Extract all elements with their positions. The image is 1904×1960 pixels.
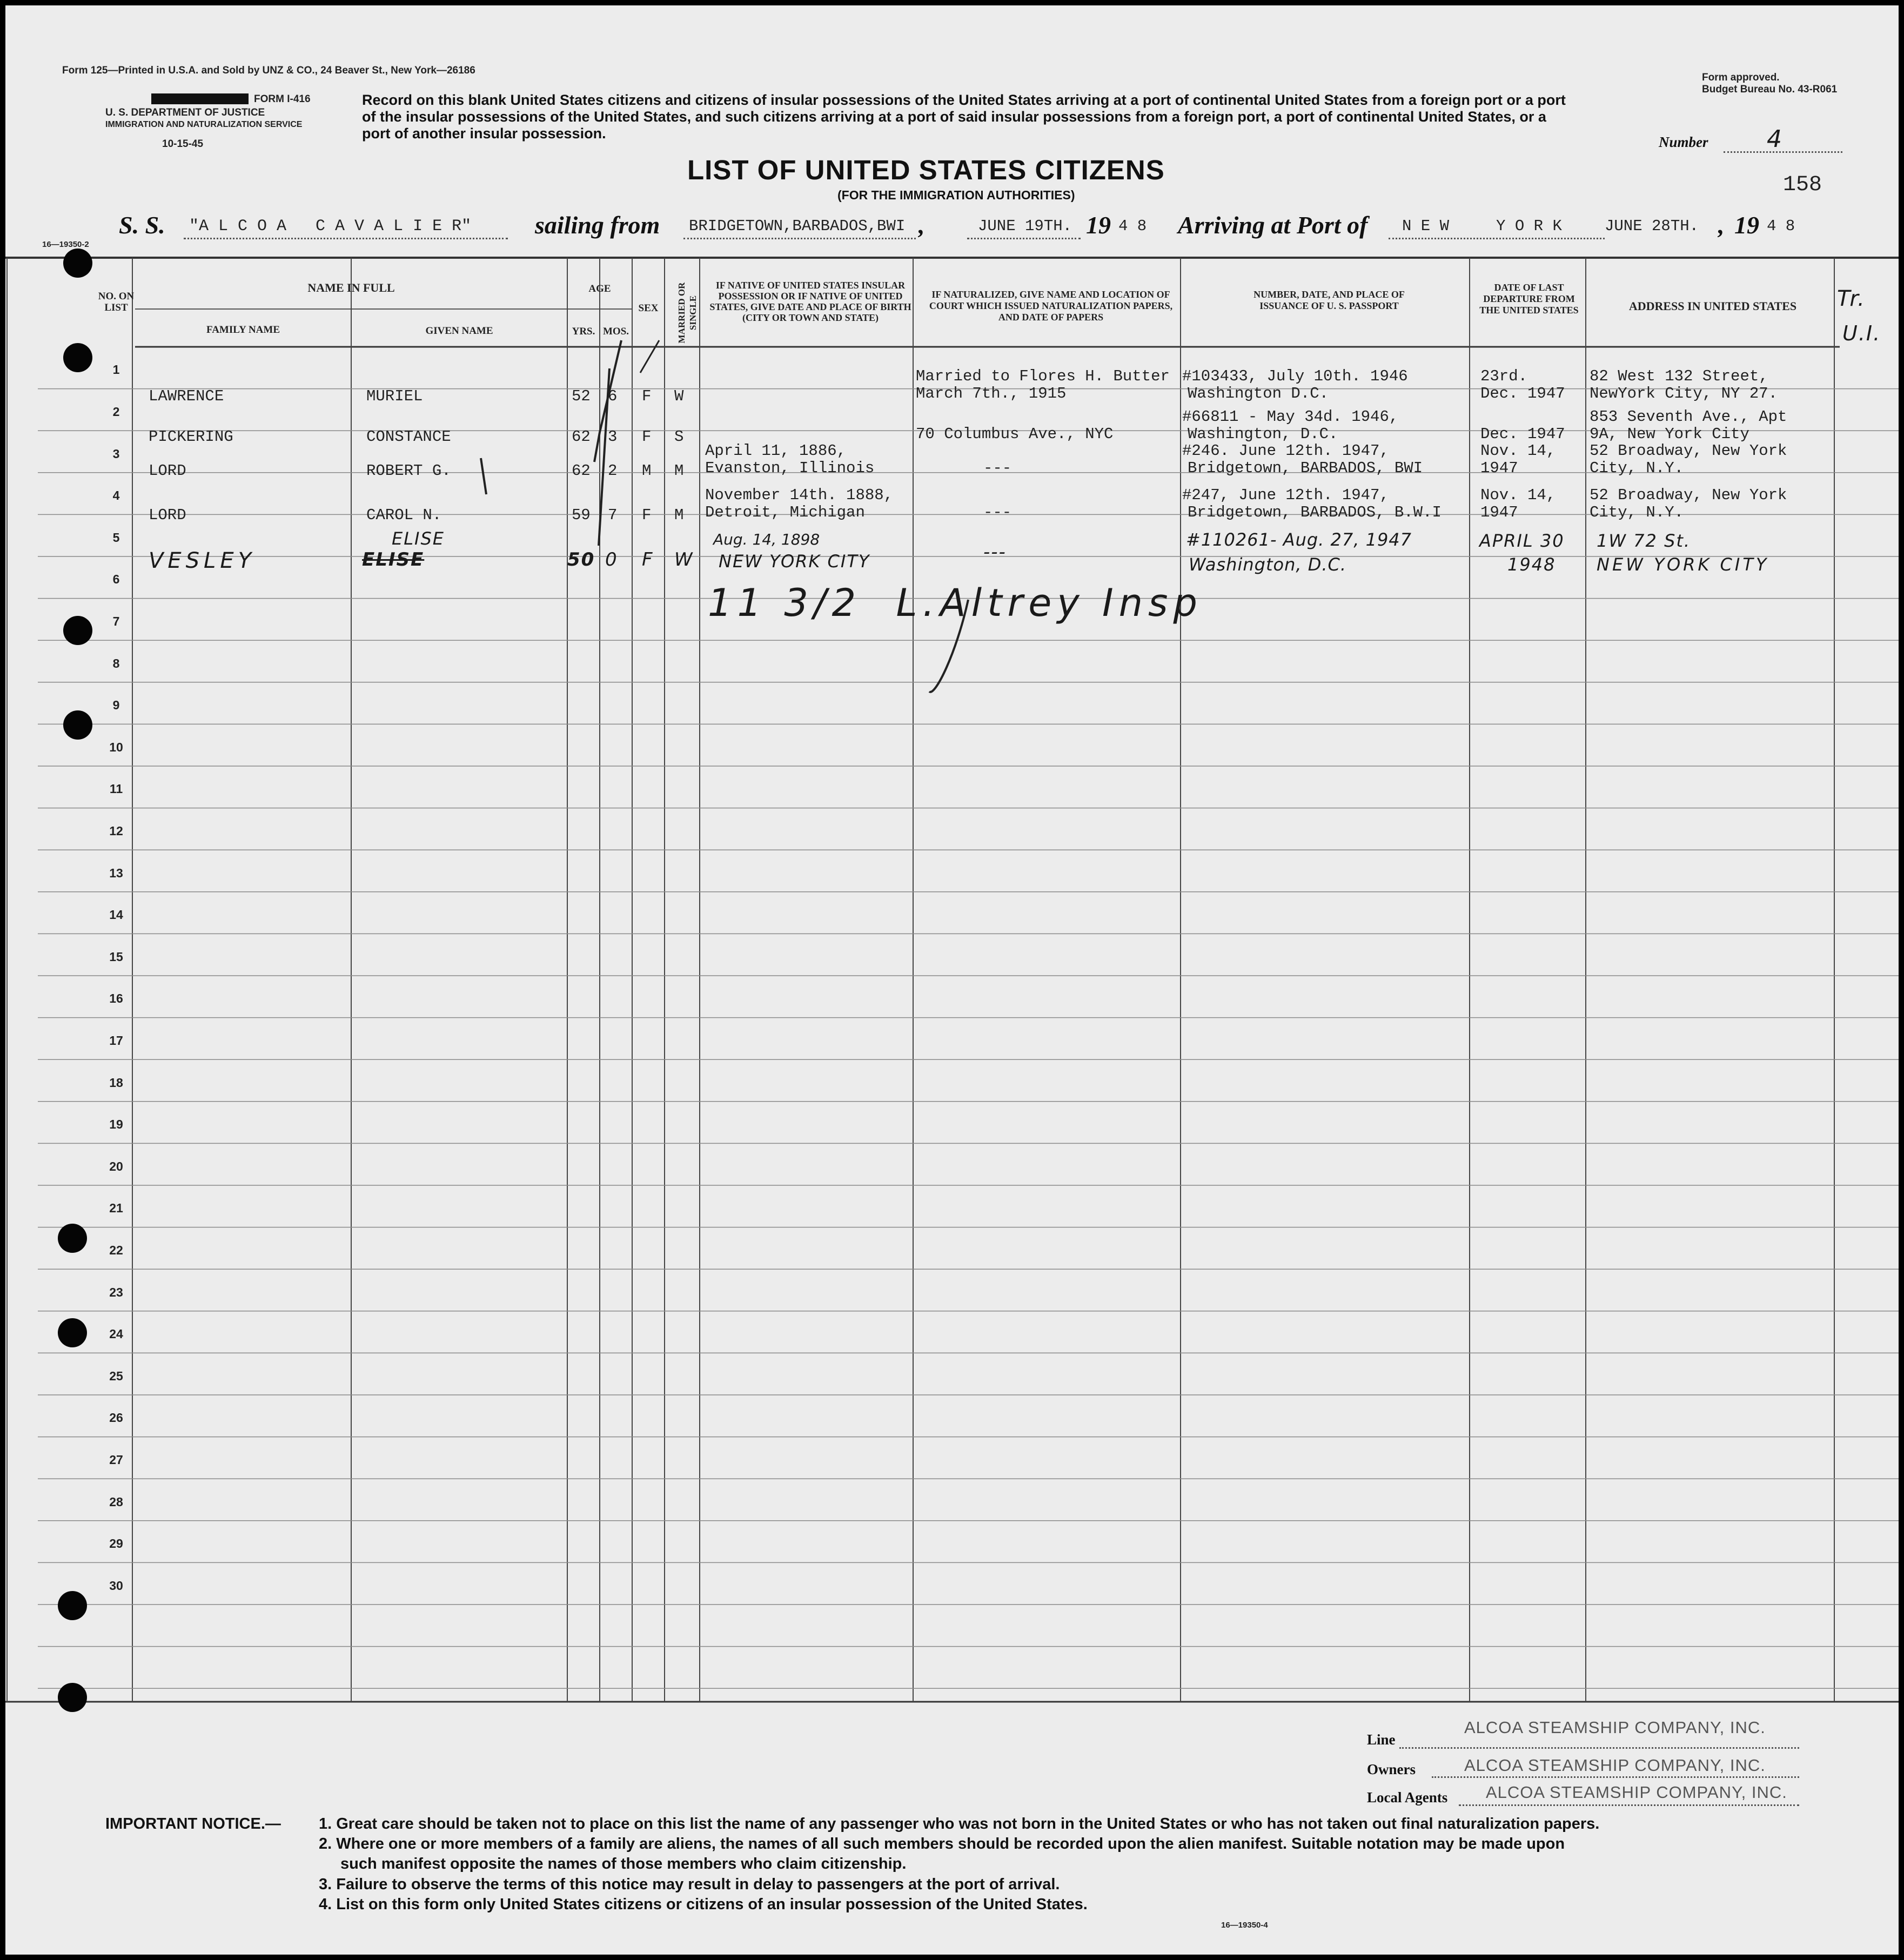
ship-name: "A L C O A C A V A L I E R": [189, 217, 472, 236]
punch-hole: [63, 710, 92, 740]
address-line-1: 52 Broadway, New York: [1590, 486, 1787, 504]
family-name: LAWRENCE: [149, 387, 224, 405]
address-line-2: City, N.Y.: [1590, 459, 1684, 477]
marital-status: W: [674, 387, 684, 405]
row-number: 7: [112, 614, 120, 629]
birth-date: November 14th. 1888,: [705, 486, 894, 504]
row5-birth-place: NEW YORK CITY: [719, 551, 870, 572]
address-line-2: City, N.Y.: [1590, 504, 1684, 521]
owners-rule: [1432, 1775, 1799, 1778]
row-number: 20: [109, 1159, 123, 1173]
sail-date: JUNE 19TH.: [978, 217, 1072, 235]
from-line: [683, 237, 916, 239]
row-number: 15: [109, 949, 123, 964]
departure-line-1: Nov. 14,: [1480, 442, 1556, 460]
agents-stamp: ALCOA STEAMSHIP COMPANY, INC.: [1486, 1783, 1787, 1802]
row-number: 11: [109, 782, 123, 796]
col-header-yrs: YRS.: [572, 326, 595, 337]
row5-marital: W: [674, 549, 694, 570]
arrive-date: JUNE 28TH.: [1605, 217, 1699, 235]
punch-hole: [58, 1683, 87, 1712]
row5-departure-date: APRIL 30: [1479, 531, 1565, 551]
page-subtitle: (FOR THE IMMIGRATION AUTHORITIES): [837, 188, 1075, 202]
row-number: 10: [109, 740, 123, 754]
notice-title: IMPORTANT NOTICE.—: [105, 1815, 281, 1833]
row-number: 16: [109, 991, 123, 1006]
departure-line-2: 1947: [1480, 459, 1518, 477]
arrival-port: N E W Y O R K: [1402, 217, 1562, 235]
row-number: 4: [112, 488, 120, 503]
row5-departure-year: 1948: [1507, 554, 1556, 575]
punch-hole: [58, 1591, 87, 1620]
departure-line-2: 1947: [1480, 504, 1518, 521]
address-line-1: 82 West 132 Street,: [1590, 367, 1768, 385]
row5-passport-place: Washington, D.C.: [1189, 554, 1347, 575]
marital-status: S: [674, 428, 684, 446]
col-header-given: GIVEN NAME: [425, 325, 493, 337]
age-years: 52: [572, 387, 591, 405]
row5-given-struck: ELISE: [362, 549, 425, 570]
address-line-1: 853 Seventh Ave., Apt: [1590, 408, 1787, 426]
family-name: PICKERING: [149, 428, 233, 446]
col-header-married: MARRIED OR SINGLE: [676, 282, 698, 344]
row-number: 21: [109, 1201, 123, 1216]
col-header-passport: NUMBER, DATE, AND PLACE OF ISSUANCE OF U. S. PASSPORT: [1253, 289, 1405, 311]
passport-number: #247, June 12th. 1947,: [1182, 486, 1389, 504]
col-header-naturalized: IF NATURALIZED, GIVE NAME AND LOCATION OF COURT WHICH ISSUED NATURALIZATION PAPERS, AND DATE OF PAPERS: [929, 289, 1173, 323]
row5-yrs: 50: [567, 549, 595, 570]
departure-line-2: Dec. 1947: [1480, 385, 1565, 402]
line-rule: [1399, 1746, 1799, 1749]
row-number: 19: [109, 1117, 123, 1132]
owners-label: Owners: [1367, 1761, 1416, 1777]
passport-number: #66811 - May 34d. 1946,: [1182, 408, 1399, 426]
sailing-from: BRIDGETOWN,BARBADOS,BWI: [689, 217, 906, 235]
marital-status: M: [674, 506, 684, 524]
row-number: 17: [109, 1033, 123, 1048]
owners-stamp: ALCOA STEAMSHIP COMPANY, INC.: [1464, 1756, 1766, 1775]
sex: F: [642, 506, 652, 524]
row5-address-street: 1W 72 St.: [1597, 531, 1691, 551]
age-years: 62: [572, 462, 591, 480]
year2-prefix: 19: [1734, 211, 1759, 239]
row5-sex: F: [642, 549, 654, 570]
departure-line-1: 23rd.: [1480, 367, 1528, 385]
row-number: 3: [112, 446, 120, 461]
row-number: 1: [112, 363, 120, 377]
year1-prefix: 19: [1086, 211, 1111, 239]
punch-hole: [58, 1318, 87, 1347]
number-line: [1724, 150, 1842, 153]
punch-hole: [63, 343, 92, 372]
form-number: FORM I-416: [254, 93, 311, 105]
col-header-name-in-full: NAME IN FULL: [307, 281, 395, 294]
passport-number: #103433, July 10th. 1946: [1182, 367, 1408, 385]
notice-4: 4. List on this form only United States citizens or citizens of an insular possession of the United States.: [319, 1896, 1088, 1913]
departure-line-1: Nov. 14,: [1480, 486, 1556, 504]
row-number: 28: [109, 1494, 123, 1509]
number-value: 4: [1767, 125, 1783, 153]
age-months: 7: [608, 506, 618, 524]
budget-bureau: Budget Bureau No. 43-R061: [1702, 84, 1838, 95]
passport-number: #246. June 12th. 1947,: [1182, 442, 1389, 460]
agents-rule: [1459, 1803, 1799, 1806]
birth-place: Evanston, Illinois: [705, 459, 875, 477]
address-line-2: 9A, New York City: [1590, 425, 1749, 443]
address-line-2: NewYork City, NY 27.: [1590, 385, 1778, 402]
col-header-birth: IF NATIVE OF UNITED STATES INSULAR POSSESSION OR IF NATIVE OF UNITED STATES, GIVE DATE AND PLACE OF BIRTH (CITY OR TOWN AND STATE): [709, 280, 911, 323]
row5-given: ELISE: [392, 528, 445, 549]
punch-hole: [63, 616, 92, 645]
row-number: 29: [109, 1536, 123, 1551]
row-number: 24: [109, 1327, 123, 1341]
family-name: LORD: [149, 462, 186, 480]
arriving-label: Arriving at Port of: [1178, 211, 1368, 239]
row-number: 6: [112, 572, 120, 587]
side-code: 16—19350-2: [42, 240, 89, 249]
row-number: 25: [109, 1368, 123, 1383]
passport-place: Bridgetown, BARBADOS, B.W.I: [1188, 504, 1442, 521]
service: IMMIGRATION AND NATURALIZATION SERVICE: [105, 120, 303, 129]
page-title: LIST OF UNITED STATES CITIZENS: [687, 155, 1165, 185]
row-number: 26: [109, 1411, 123, 1425]
row-number: 27: [109, 1453, 123, 1467]
line-label: Line: [1367, 1731, 1396, 1748]
bottom-code: 16—19350-4: [1221, 1921, 1268, 1930]
instructions: Record on this blank United States citizens and citizens of insular possessions of the United States arriving at a port of continental United States from a foreign port or a port of the insular possessions of the United States, and such citizens arriving at a port of said insular possessions from a foreign port, a port of continental United States, or a port of another insular possession.: [362, 92, 1566, 142]
notice-1: 1. Great care should be taken not to place on this list the name of any passenger who was not born in the United States or who has not taken out final naturalization papers.: [319, 1815, 1600, 1833]
port-line: [1389, 237, 1605, 239]
given-name: MURIEL: [366, 387, 423, 405]
birth-date: April 11, 1886,: [705, 442, 847, 460]
naturalization-line-2: March 7th., 1915: [916, 385, 1067, 402]
row5-family: VESLEY: [149, 548, 256, 573]
sex: F: [642, 428, 652, 446]
age-months: 2: [608, 462, 618, 480]
given-name: ROBERT G.: [366, 462, 451, 480]
marital-status: M: [674, 462, 684, 480]
sail-date-line: [967, 237, 1081, 239]
age-years: 62: [572, 428, 591, 446]
punch-hole: [63, 249, 92, 278]
notice-2-cont: such manifest opposite the names of those members who claim citizenship.: [340, 1855, 907, 1872]
row-number: 8: [112, 656, 120, 670]
col-header-address: ADDRESS IN UNITED STATES: [1628, 299, 1797, 313]
line-stamp: ALCOA STEAMSHIP COMPANY, INC.: [1464, 1718, 1766, 1737]
row-number: 13: [109, 865, 123, 880]
family-name: LORD: [149, 506, 186, 524]
year2-suffix: 4 8: [1767, 217, 1795, 235]
passport-place: Washington D.C.: [1188, 385, 1329, 402]
department: U. S. DEPARTMENT OF JUSTICE: [105, 107, 265, 118]
birth-place: Detroit, Michigan: [705, 504, 865, 521]
row5-mos: 0: [605, 549, 618, 570]
col-header-no: NO. ON LIST: [98, 291, 135, 313]
naturalization-line-2: ---: [983, 459, 1012, 477]
row-number: 23: [109, 1285, 123, 1299]
row5-address-city: NEW YORK CITY: [1597, 554, 1769, 575]
col-header-mos: MOS.: [602, 326, 629, 337]
manifest-sheet: [5, 5, 1899, 1955]
ss-label: S. S.: [119, 211, 165, 239]
col-header-family: FAMILY NAME: [206, 324, 280, 335]
naturalization-line-2: 70 Columbus Ave., NYC: [916, 425, 1114, 443]
row-number: 9: [112, 698, 120, 713]
given-name: CAROL N.: [366, 506, 442, 524]
number-label: Number: [1659, 134, 1708, 150]
comma: ,: [1718, 211, 1725, 239]
notice-3: 3. Failure to observe the terms of this notice may result in delay to passengers at the port of arrival.: [319, 1876, 1060, 1893]
row-number: 30: [109, 1578, 123, 1593]
sex: M: [642, 462, 652, 480]
sailing-label: sailing from: [535, 211, 660, 239]
margin-note: Tr.: [1837, 286, 1866, 311]
col-header-age: AGE: [588, 283, 611, 294]
row-number: 5: [112, 530, 120, 545]
notice-2: 2. Where one or more members of a family are aliens, the names of all such members should be recorded upon the alien manifest. Suitable notation may be made upon: [319, 1835, 1565, 1852]
given-name: CONSTANCE: [366, 428, 451, 446]
passport-place: Washington, D.C.: [1188, 425, 1338, 443]
naturalization-line-1: Married to Flores H. Butter: [916, 367, 1170, 385]
inspector-annotation: 11 3/2 L.Altrey Insp: [708, 581, 1203, 625]
row5-naturalized: ---: [983, 541, 1007, 563]
naturalization-line-2: ---: [983, 504, 1012, 521]
year1-suffix: 4 8: [1118, 217, 1147, 235]
row-number: 22: [109, 1243, 123, 1258]
departure-line-2: Dec. 1947: [1480, 425, 1565, 443]
col-header-sex: SEX: [638, 303, 659, 314]
row-number: 18: [109, 1075, 123, 1090]
row5-birth-date: Aug. 14, 1898: [713, 531, 820, 548]
punch-hole: [58, 1224, 87, 1253]
page-number: 158: [1783, 173, 1822, 197]
row-number: 14: [109, 908, 123, 922]
margin-note: U.I.: [1842, 321, 1881, 345]
passport-place: Bridgetown, BARBADOS, BWI: [1188, 459, 1423, 477]
form-date: 10-15-45: [162, 138, 204, 150]
row-number: 2: [112, 405, 120, 419]
age-months: 6: [608, 387, 618, 405]
age-years: 59: [572, 506, 591, 524]
comma: ,: [919, 211, 925, 239]
row-number: 12: [109, 824, 123, 838]
row5-passport-number: #110261- Aug. 27, 1947: [1186, 529, 1412, 550]
ship-line: [184, 237, 508, 239]
agents-label: Local Agents: [1367, 1789, 1448, 1805]
address-line-1: 52 Broadway, New York: [1590, 442, 1787, 460]
printer-line: Form 125—Printed in U.S.A. and Sold by UNZ & CO., 24 Beaver St., New York—26186: [62, 65, 475, 76]
redaction-bar: [151, 93, 249, 104]
col-header-departure: DATE OF LAST DEPARTURE FROM THE UNITED STATES: [1479, 282, 1579, 316]
age-months: 3: [608, 428, 618, 446]
form-approved: Form approved.: [1702, 72, 1780, 83]
sex: F: [642, 387, 652, 405]
